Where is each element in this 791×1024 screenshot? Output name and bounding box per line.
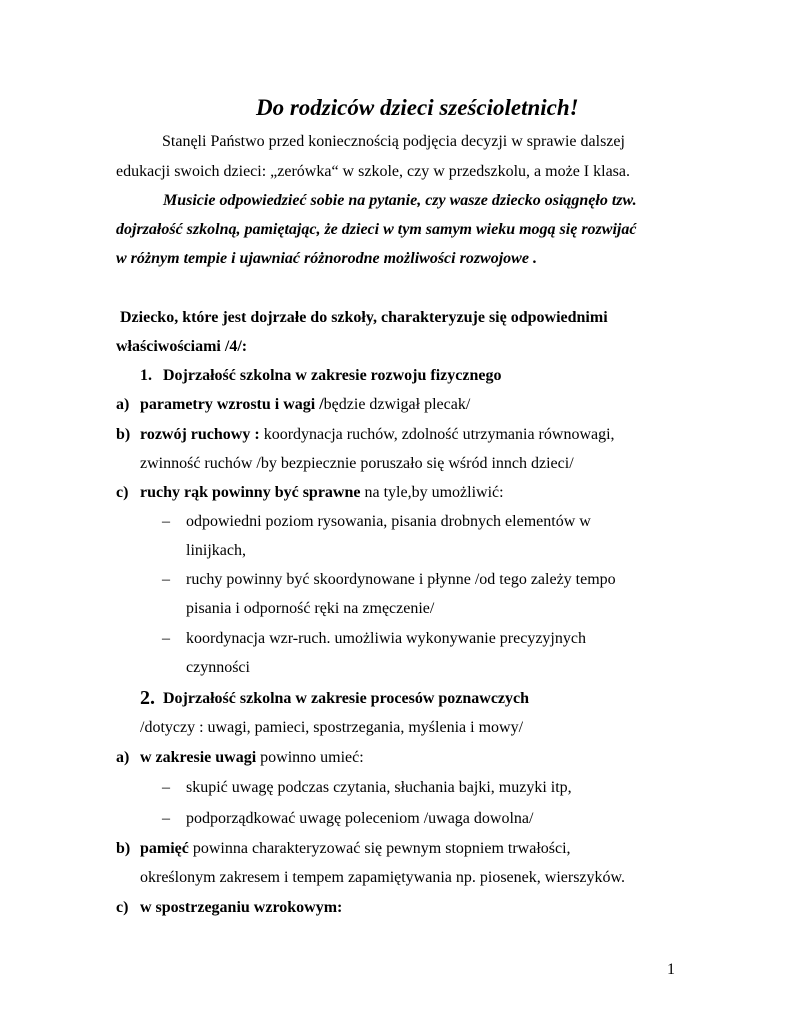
intro-line-1: Stanęli Państwo przed koniecznością podjęcia decyzji w sprawie dalszej bbox=[162, 133, 625, 150]
lead-line-2: właściwościami /4/: bbox=[116, 338, 248, 355]
section2-dash-1-line-1: skupić uwagę podczas czytania, słuchania bajki, muzyki itp, bbox=[186, 779, 572, 796]
dash-mark: – bbox=[162, 513, 170, 530]
section1-item-a-label: a) bbox=[116, 396, 130, 413]
section1-item-c-text: na tyle,by umożliwić: bbox=[360, 484, 504, 501]
section1-item-b-text: koordynacja ruchów, zdolność utrzymania równowagi, bbox=[259, 426, 615, 443]
section2-item-a bbox=[140, 748, 364, 768]
section1-dash-3-line-2: czynności bbox=[186, 659, 250, 676]
section1-heading: Dojrzałość szkolna w zakresie rozwoju fizycznego bbox=[163, 367, 502, 384]
section2-item-b-text: powinna charakteryzować się pewnym stopniem trwałości, bbox=[188, 840, 571, 857]
section2-subtitle: /dotyczy : uwagi, pamieci, spostrzegania, myślenia i mowy/ bbox=[140, 719, 524, 736]
lead-line-1: Dziecko, które jest dojrzałe do szkoły, charakteryzuje się odpowiednimi bbox=[120, 309, 608, 326]
section1-item-b-bold: rozwój ruchowy : bbox=[140, 426, 260, 443]
section1-item-c bbox=[140, 483, 504, 503]
section1-item-b-label: b) bbox=[116, 426, 131, 443]
section2-item-b-bold: pamięć bbox=[140, 840, 189, 857]
section2-item-b-label: b) bbox=[116, 840, 131, 857]
dash-mark: – bbox=[162, 810, 170, 827]
section2-item-a-bold: w zakresie uwagi bbox=[140, 749, 257, 766]
emphasis-line-2: dojrzałość szkolną, pamiętając, że dzieci w tym samym wieku mogą się rozwijać bbox=[116, 221, 637, 238]
section2-dash-2-line-1: podporządkować uwagę poleceniom /uwaga dowolna/ bbox=[186, 810, 534, 827]
section1-item-c-bold: ruchy rąk powinny być sprawne bbox=[140, 484, 361, 501]
emphasis-line-1: Musicie odpowiedzieć sobie na pytanie, czy wasze dziecko osiągnęło tzw. bbox=[163, 192, 637, 209]
section1-dash-3-line-1: koordynacja wzr-ruch. umożliwia wykonywanie precyzyjnych bbox=[186, 630, 586, 647]
emphasis-line-3: w różnym tempie i ujawniać różnorodne możliwości rozwojowe . bbox=[116, 250, 537, 267]
section2-number: 2. bbox=[140, 687, 155, 709]
section2-item-a-text: powinno umieć: bbox=[256, 749, 364, 766]
section1-dash-1-line-2: linijkach, bbox=[186, 542, 246, 559]
page-number: 1 bbox=[667, 961, 675, 978]
section1-dash-2-line-2: pisania i odporność ręki na zmęczenie/ bbox=[186, 600, 435, 617]
section1-item-a-text: będzie dzwigał plecak/ bbox=[323, 396, 471, 413]
section1-number: 1. bbox=[140, 367, 152, 384]
section1-dash-2-line-1: ruchy powinny być skoordynowane i płynne /od tego zależy tempo bbox=[186, 571, 616, 588]
page-title: Do rodziców dzieci sześcioletnich! bbox=[256, 95, 579, 120]
section2-item-b-line-2: określonym zakresem i tempem zapamiętywania np. piosenek, wierszyków. bbox=[140, 869, 626, 886]
dash-mark: – bbox=[162, 779, 170, 796]
dash-mark: – bbox=[162, 630, 170, 647]
section2-heading: Dojrzałość szkolna w zakresie procesów poznawczych bbox=[163, 690, 530, 707]
section1-item-a-bold: parametry wzrostu i wagi / bbox=[140, 396, 324, 413]
section1-dash-1-line-1: odpowiedni poziom rysowania, pisania drobnych elementów w bbox=[186, 513, 591, 530]
section2-item-c-label: c) bbox=[116, 899, 129, 916]
section2-item-a-label: a) bbox=[116, 749, 130, 766]
section2-item-b bbox=[140, 839, 571, 859]
section2-item-c-bold: w spostrzeganiu wzrokowym: bbox=[140, 899, 343, 916]
dash-mark: – bbox=[162, 571, 170, 588]
section1-item-c-label: c) bbox=[116, 484, 129, 501]
intro-line-2: edukacji swoich dzieci: „zerówka“ w szkole, czy w przedszkolu, a może I klasa. bbox=[116, 163, 630, 180]
section1-item-b-line-2: zwinność ruchów /by bezpiecznie poruszało się wśród innch dzieci/ bbox=[140, 455, 574, 472]
section1-item-b bbox=[140, 425, 615, 445]
section1-item-a bbox=[140, 395, 470, 415]
